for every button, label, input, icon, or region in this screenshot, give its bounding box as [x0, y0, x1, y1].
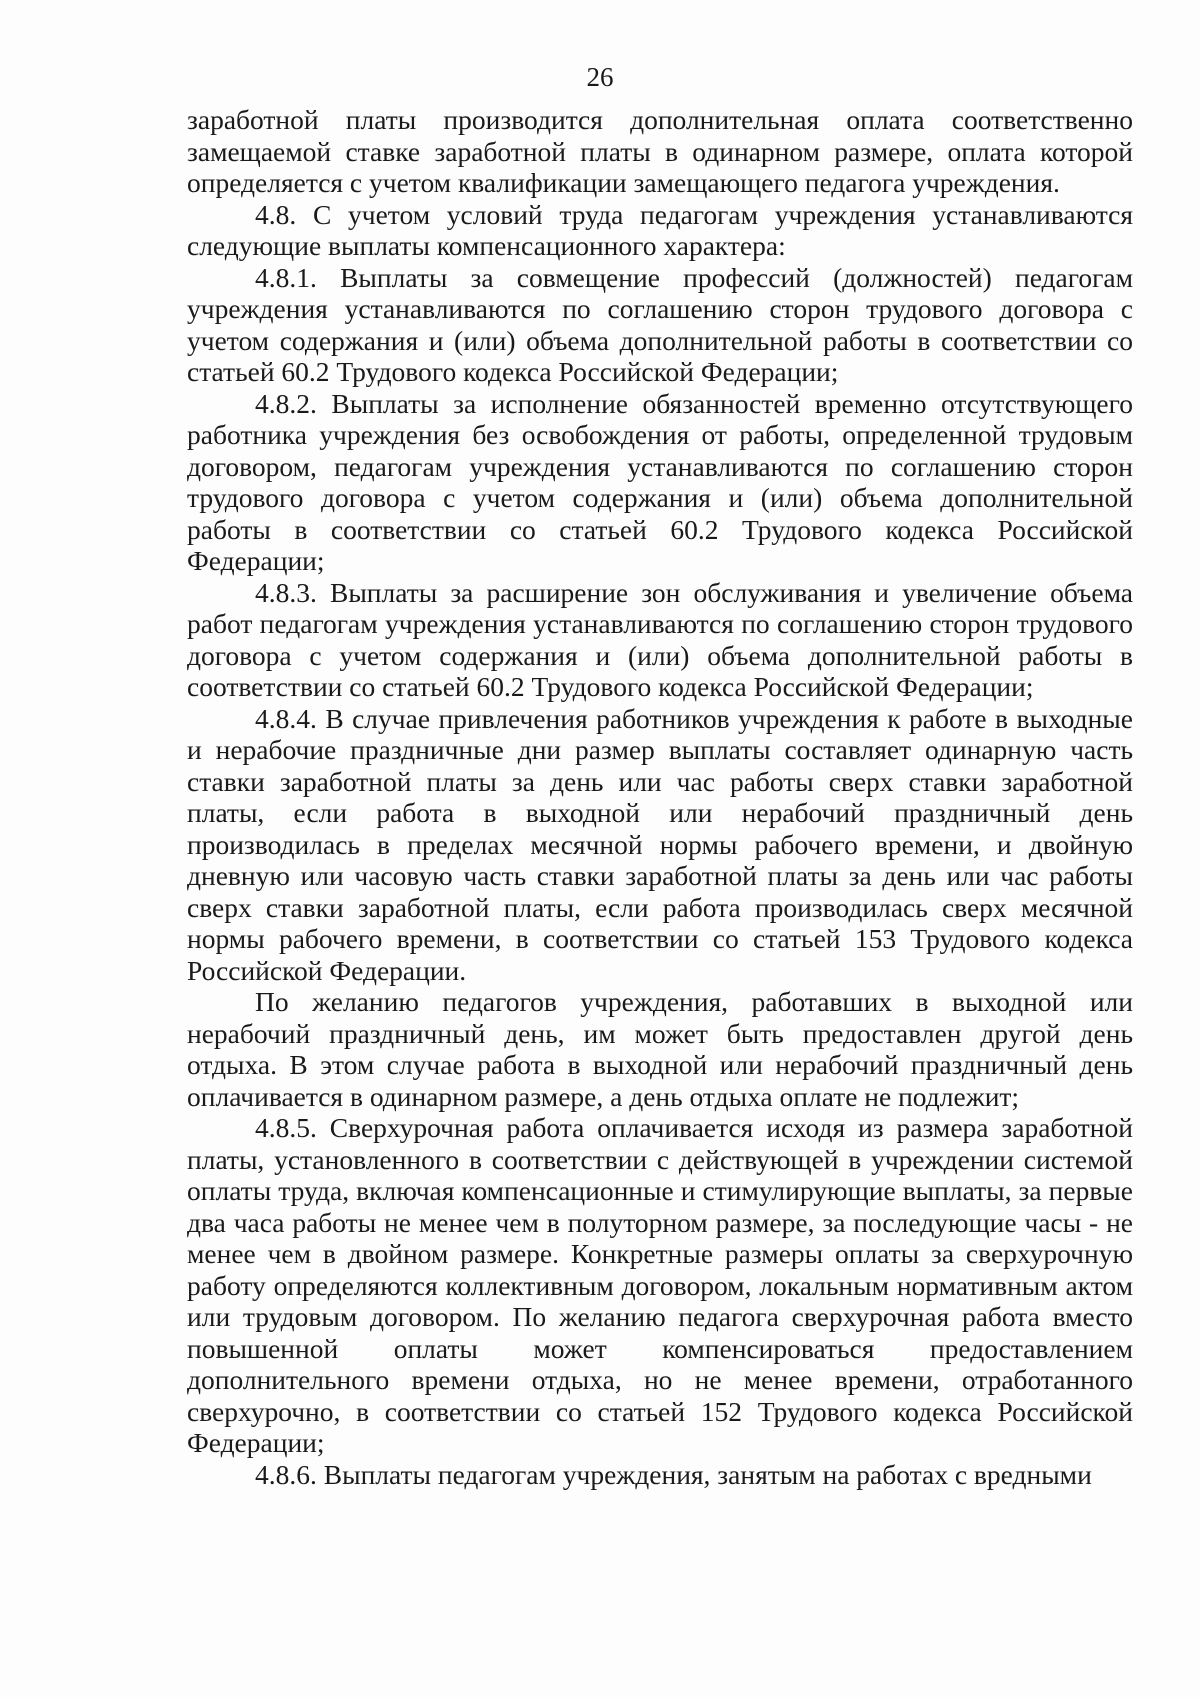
paragraph-4-8-1: 4.8.1. Выплаты за совмещение профессий (должностей) педагогам учреждения устанавливаются по соглашению сторон трудового договора с учетом содержания и (или) объема дополнительной работы в соответствии со статьей 60.2 Трудового кодекса Российской Федерации; [187, 261, 1133, 387]
paragraph-4-8-5: 4.8.5. Сверхурочная работа оплачивается исходя из размера заработной платы, установленного в соответствии с действующей в учреждении системой оплаты труда, включая компенсационные и стимулирующие выплаты, за первые два часа работы не менее чем в полуторном размере, за последующие часы - не менее чем в двойном размере. Конкретные размеры оплаты за сверхурочную работу определяются коллективным договором, локальным нормативным актом или трудовым договором. По желанию педагога сверхурочная работа вместо повышенной оплаты может компенсироваться предоставлением дополнительного времени отдыха, но не менее времени, отработанного сверхурочно, в соответствии со статьей 152 Трудового кодекса Российской Федерации; [187, 1112, 1133, 1458]
document-body [187, 104, 1133, 1490]
paragraph-4-8: 4.8. С учетом условий труда педагогам учреждения устанавливаются следующие выплаты компенсационного характера: [187, 198, 1133, 261]
paragraph-4-8-6: 4.8.6. Выплаты педагогам учреждения, занятым на работах с вредными [255, 1458, 1092, 1490]
paragraph-4-8-2: 4.8.2. Выплаты за исполнение обязанностей временно отсутствующего работника учреждения без освобождения от работы, определенной трудовым договором, педагогам учреждения устанавливаются по соглашению сторон трудового договора с учетом содержания и (или) объема дополнительной работы в соответствии со статьей 60.2 Трудового кодекса Российской Федерации; [187, 387, 1133, 576]
paragraph-rest-day: По желанию педагогов учреждения, работавших в выходной или нерабочий праздничный день, им может быть предоставлен другой день отдыха. В этом случае работа в выходной или нерабочий праздничный день оплачивается в одинарном размере, а день отдыха оплате не подлежит; [187, 986, 1133, 1112]
page-number: 26 [586, 62, 614, 92]
paragraph-4-8-3: 4.8.3. Выплаты за расширение зон обслуживания и увеличение объема работ педагогам учреждения устанавливаются по соглашению сторон трудового договора с учетом содержания и (или) объема дополнительной работы в соответствии со статьей 60.2 Трудового кодекса Российской Федерации; [187, 576, 1133, 702]
paragraph-continuation: заработной платы производится дополнительная оплата соответственно замещаемой ставке заработной платы в одинарном размере, оплата которой определяется с учетом квалификации замещающего педагога учреждения. [187, 104, 1133, 198]
paragraph-4-8-4: 4.8.4. В случае привлечения работников учреждения к работе в выходные и нерабочие праздничные дни размер выплаты составляет одинарную часть ставки заработной платы за день или час работы сверх ставки заработной платы, если работа в выходной или нерабочий праздничный день производилась в пределах месячной нормы рабочего времени, и двойную дневную или часовую часть ставки заработной платы за день или час работы сверх ставки заработной платы, если работа производилась сверх месячной нормы рабочего времени, в соответствии со статьей 153 Трудового кодекса Российской Федерации. [187, 702, 1133, 986]
